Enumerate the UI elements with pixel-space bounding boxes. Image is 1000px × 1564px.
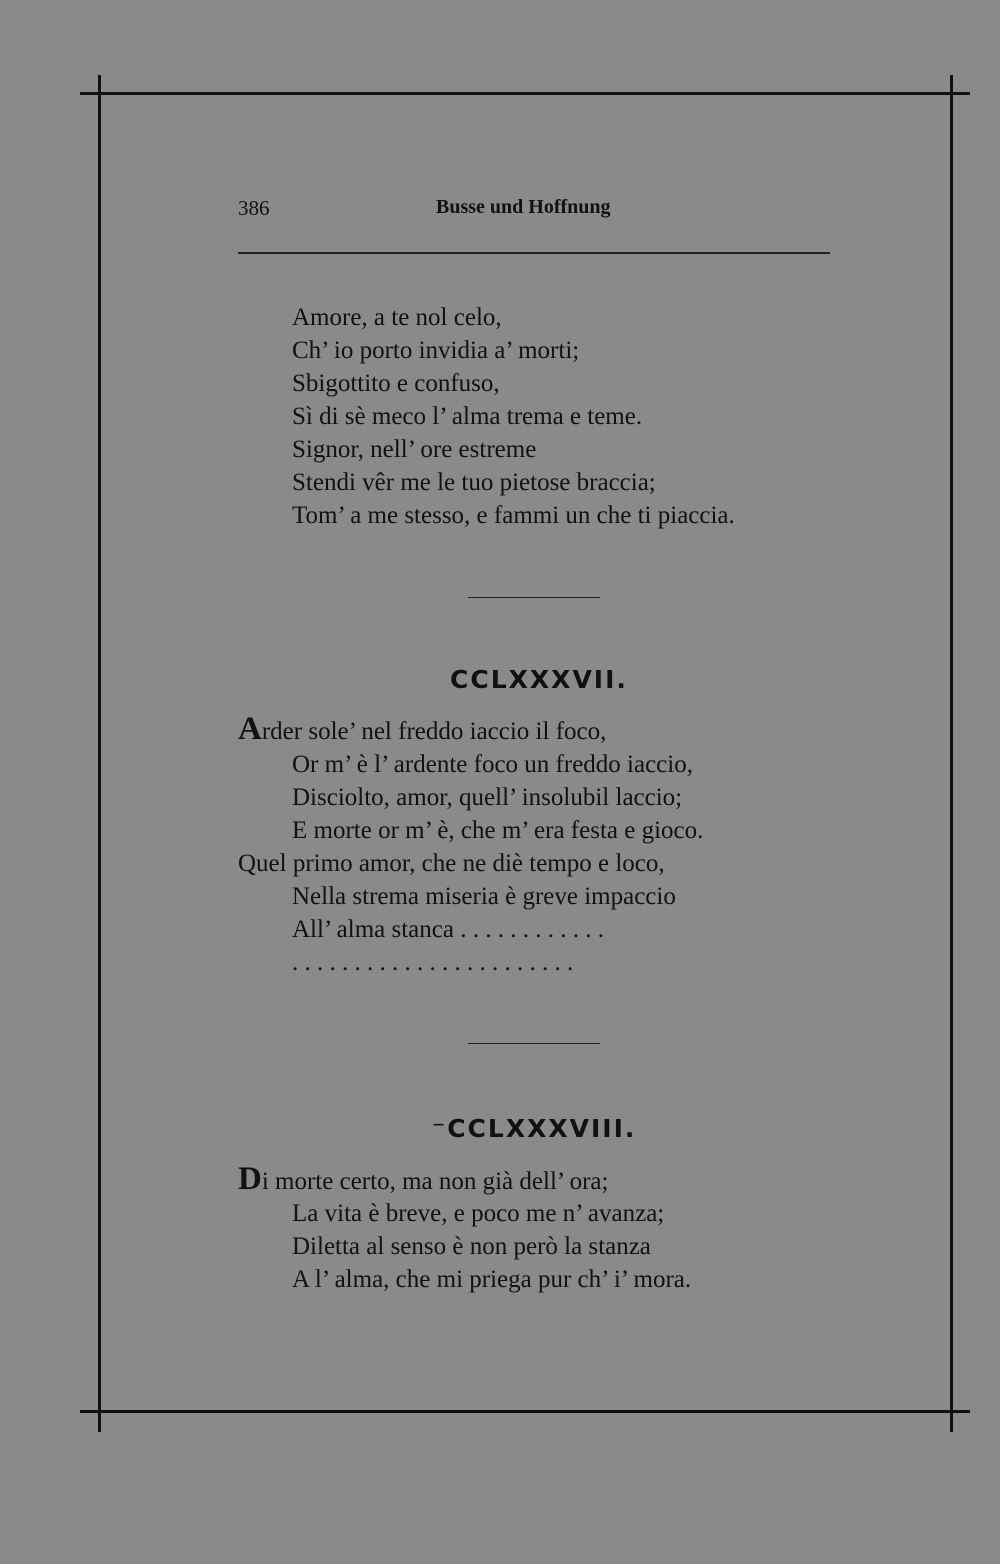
verse-line-text: rder sole’ nel freddo iaccio il foco, (261, 718, 607, 745)
verse-line: All’ alma stanca . . . . . . . . . . . . (292, 916, 604, 943)
running-header (238, 196, 638, 226)
verse-line: Sì di sè meco l’ alma trema e teme. (292, 403, 643, 430)
header-rule (238, 252, 830, 254)
verse-line: Or m’ è l’ ardente foco un freddo iaccio, (292, 751, 693, 778)
poem-title: ⁻CCLXXXVIII. (432, 1114, 637, 1143)
verse-line: Quel primo amor, che ne diè tempo e loco, (238, 850, 665, 877)
verse-line: La vita è breve, e poco me n’ avanza; (292, 1200, 665, 1227)
page-number: 386 (238, 196, 270, 220)
section-divider (468, 597, 600, 598)
verse-line: Stendi vêr me le tuo pietose braccia; (292, 469, 656, 496)
frame-right-rule (950, 75, 953, 1432)
initial-letter: D (238, 1161, 262, 1197)
verse-line: Disciolto, amor, quell’ insolubil laccio; (292, 784, 683, 811)
verse-line: Amore, a te nol celo, (292, 304, 502, 331)
running-title: Busse und Hoffnung (436, 196, 611, 218)
verse-line: A l’ alma, che mi priega pur ch’ i’ mora. (292, 1266, 692, 1293)
verse-line-first (238, 1163, 608, 1198)
verse-line-first (238, 713, 606, 748)
initial-letter: A (238, 711, 262, 747)
frame-bottom-rule (80, 1410, 970, 1413)
verse-line-ellipsis: . . . . . . . . . . . . . . . . . . . . . . . (292, 949, 574, 976)
verse-line-text: i morte certo, ma non già dell’ ora; (261, 1168, 609, 1195)
poem-title: CCLXXXVII. (450, 665, 628, 694)
verse-line: Tom’ a me stesso, e fammi un che ti piaccia. (292, 502, 735, 529)
verse-line: Diletta al senso è non però la stanza (292, 1233, 651, 1260)
verse-line: Sbigottito e confuso, (292, 370, 500, 397)
verse-line: Signor, nell’ ore estreme (292, 436, 537, 463)
frame-top-rule (80, 92, 970, 95)
verse-line: E morte or m’ è, che m’ era festa e gioco. (292, 817, 704, 844)
section-divider (468, 1043, 600, 1044)
verse-line: Nella strema miseria è greve impaccio (292, 883, 676, 910)
verse-line: Ch’ io porto invidia a’ morti; (292, 337, 580, 364)
frame-left-rule (98, 75, 101, 1432)
